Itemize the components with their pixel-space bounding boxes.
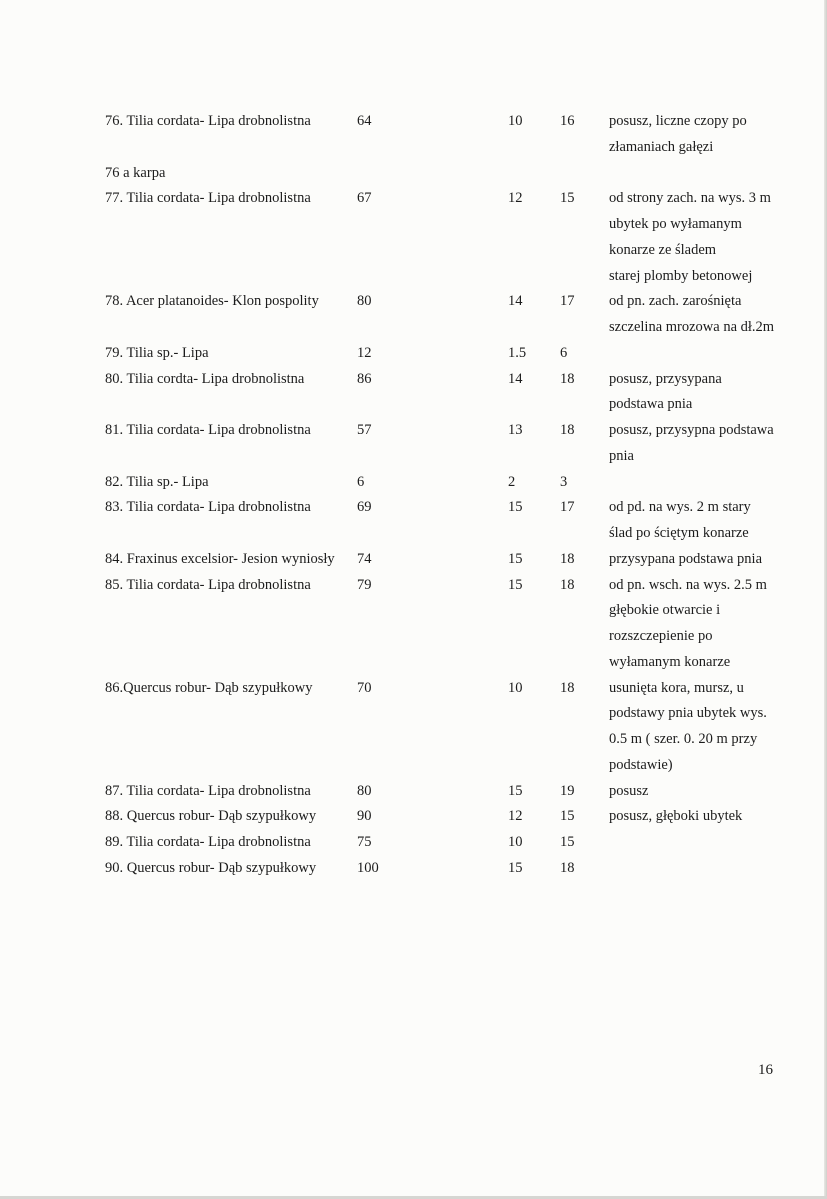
col-value-1: 79	[357, 576, 372, 593]
table-row	[0, 469, 827, 495]
col-value-3: 18	[560, 576, 575, 593]
condition-note: posusz	[609, 782, 649, 799]
col-value-3: 6	[560, 344, 568, 361]
table-row	[0, 597, 827, 623]
col-value-3: 17	[560, 293, 575, 310]
table-row	[0, 263, 827, 289]
table-row	[0, 108, 827, 134]
col-value-2: 15	[508, 576, 523, 593]
col-value-2: 12	[508, 190, 523, 207]
condition-note: podstawie)	[609, 756, 673, 773]
col-value-1: 69	[357, 499, 372, 516]
col-value-3: 18	[560, 422, 575, 438]
table-row	[0, 237, 827, 263]
col-value-3: 3	[560, 473, 568, 490]
tree-species: 83. Tilia cordata- Lipa drobnolistna	[105, 499, 311, 516]
col-value-2: 15	[508, 499, 523, 516]
col-value-2: 1.5	[508, 344, 527, 361]
table-row	[0, 520, 827, 546]
table-row	[0, 417, 827, 443]
condition-note: od strony zach. na wys. 3 m	[609, 190, 771, 207]
col-value-3: 15	[560, 190, 575, 207]
table-row	[0, 829, 827, 855]
table-row	[0, 675, 827, 701]
tree-species: 87. Tilia cordata- Lipa drobnolistna	[105, 782, 311, 799]
table-row	[0, 443, 827, 469]
table-row	[0, 778, 827, 804]
col-value-1: 70	[357, 679, 372, 696]
tree-species: 82. Tilia sp.- Lipa	[105, 473, 209, 490]
table-row	[0, 134, 827, 160]
col-value-3: 18	[560, 859, 575, 876]
condition-note: ubytek po wyłamanym	[609, 216, 742, 232]
table-row	[0, 803, 827, 829]
condition-note: konarze ze śladem	[609, 241, 717, 258]
col-value-1: 90	[357, 808, 372, 825]
table-row	[0, 391, 827, 417]
tree-species: 90. Quercus robur- Dąb szypułkowy	[105, 859, 317, 876]
col-value-1: 12	[357, 344, 372, 361]
page-number: 16	[758, 1062, 773, 1078]
condition-note: podstawy pnia ubytek wys.	[609, 705, 767, 722]
condition-note: ślad po ściętym konarze	[609, 525, 749, 541]
col-value-3: 18	[560, 679, 575, 696]
condition-note: przysypana podstawa pnia	[609, 550, 763, 567]
col-value-1: 100	[357, 859, 379, 876]
tree-species: 78. Acer platanoides- Klon pospolity	[105, 293, 319, 310]
col-value-2: 10	[508, 834, 523, 850]
col-value-3: 17	[560, 499, 575, 516]
tree-species: 77. Tilia cordata- Lipa drobnolistna	[105, 190, 311, 207]
condition-note: posusz, liczne czopy po	[609, 113, 747, 129]
col-value-2: 15	[508, 859, 523, 876]
col-value-3: 18	[560, 370, 575, 387]
table-row	[0, 623, 827, 649]
condition-note: posusz, przysypna podstawa	[609, 422, 774, 438]
tree-species: 76 a karpa	[105, 164, 166, 181]
table-row	[0, 726, 827, 752]
table-row	[0, 572, 827, 598]
table-row	[0, 855, 827, 881]
col-value-3: 15	[560, 808, 575, 825]
col-value-2: 13	[508, 422, 523, 438]
condition-note: 0.5 m ( szer. 0. 20 m przy	[609, 731, 758, 747]
col-value-1: 86	[357, 370, 372, 387]
table-row	[0, 185, 827, 211]
col-value-3: 15	[560, 834, 575, 850]
col-value-2: 14	[508, 370, 523, 387]
col-value-3: 16	[560, 113, 575, 129]
col-value-3: 18	[560, 550, 575, 567]
col-value-1: 67	[357, 190, 372, 207]
tree-species: 84. Fraxinus excelsior- Jesion wyniosły	[105, 550, 335, 567]
table-row	[0, 494, 827, 520]
condition-note: od pd. na wys. 2 m stary	[609, 499, 751, 516]
col-value-2: 14	[508, 293, 523, 310]
tree-species: 76. Tilia cordata- Lipa drobnolistna	[105, 113, 311, 129]
condition-note: usunięta kora, mursz, u	[609, 679, 744, 696]
condition-note: od pn. zach. zarośnięta	[609, 293, 742, 310]
condition-note: podstawa pnia	[609, 396, 693, 413]
condition-note: rozszczepienie po	[609, 628, 713, 644]
tree-species: 80. Tilia cordta- Lipa drobnolistna	[105, 370, 305, 387]
condition-note: pnia	[609, 447, 634, 464]
tree-species: 85. Tilia cordata- Lipa drobnolistna	[105, 576, 311, 593]
table-row	[0, 211, 827, 237]
col-value-2: 12	[508, 808, 523, 825]
condition-note: głębokie otwarcie i	[609, 602, 721, 619]
table-row	[0, 340, 827, 366]
col-value-2: 10	[508, 113, 523, 129]
table-row	[0, 366, 827, 392]
col-value-1: 64	[357, 113, 372, 129]
col-value-1: 6	[357, 473, 365, 490]
tree-species: 86.Quercus robur- Dąb szypułkowy	[105, 679, 313, 696]
condition-note: złamaniach gałęzi	[609, 138, 714, 155]
condition-note: posusz, głęboki ubytek	[609, 808, 743, 825]
col-value-3: 19	[560, 782, 575, 799]
table-row	[0, 546, 827, 572]
table-row	[0, 288, 827, 314]
table-row	[0, 314, 827, 340]
col-value-2: 15	[508, 782, 523, 799]
condition-note: szczelina mrozowa na dł.2m	[609, 319, 775, 335]
col-value-1: 75	[357, 834, 372, 850]
table-row	[0, 649, 827, 675]
col-value-1: 57	[357, 422, 372, 438]
col-value-2: 2	[508, 473, 516, 490]
col-value-2: 10	[508, 679, 523, 696]
tree-species: 89. Tilia cordata- Lipa drobnolistna	[105, 834, 311, 850]
col-value-1: 80	[357, 782, 372, 799]
condition-note: starej plomby betonowej	[609, 267, 753, 284]
table-row	[0, 160, 827, 186]
condition-note: od pn. wsch. na wys. 2.5 m	[609, 576, 767, 593]
table-row	[0, 700, 827, 726]
tree-species: 79. Tilia sp.- Lipa	[105, 344, 209, 361]
col-value-1: 74	[357, 550, 372, 567]
table-row	[0, 752, 827, 778]
col-value-2: 15	[508, 550, 523, 567]
condition-note: posusz, przysypana	[609, 370, 722, 387]
tree-species: 88. Quercus robur- Dąb szypułkowy	[105, 808, 317, 825]
tree-species: 81. Tilia cordata- Lipa drobnolistna	[105, 422, 311, 438]
col-value-1: 80	[357, 293, 372, 310]
condition-note: wyłamanym konarze	[609, 653, 731, 670]
